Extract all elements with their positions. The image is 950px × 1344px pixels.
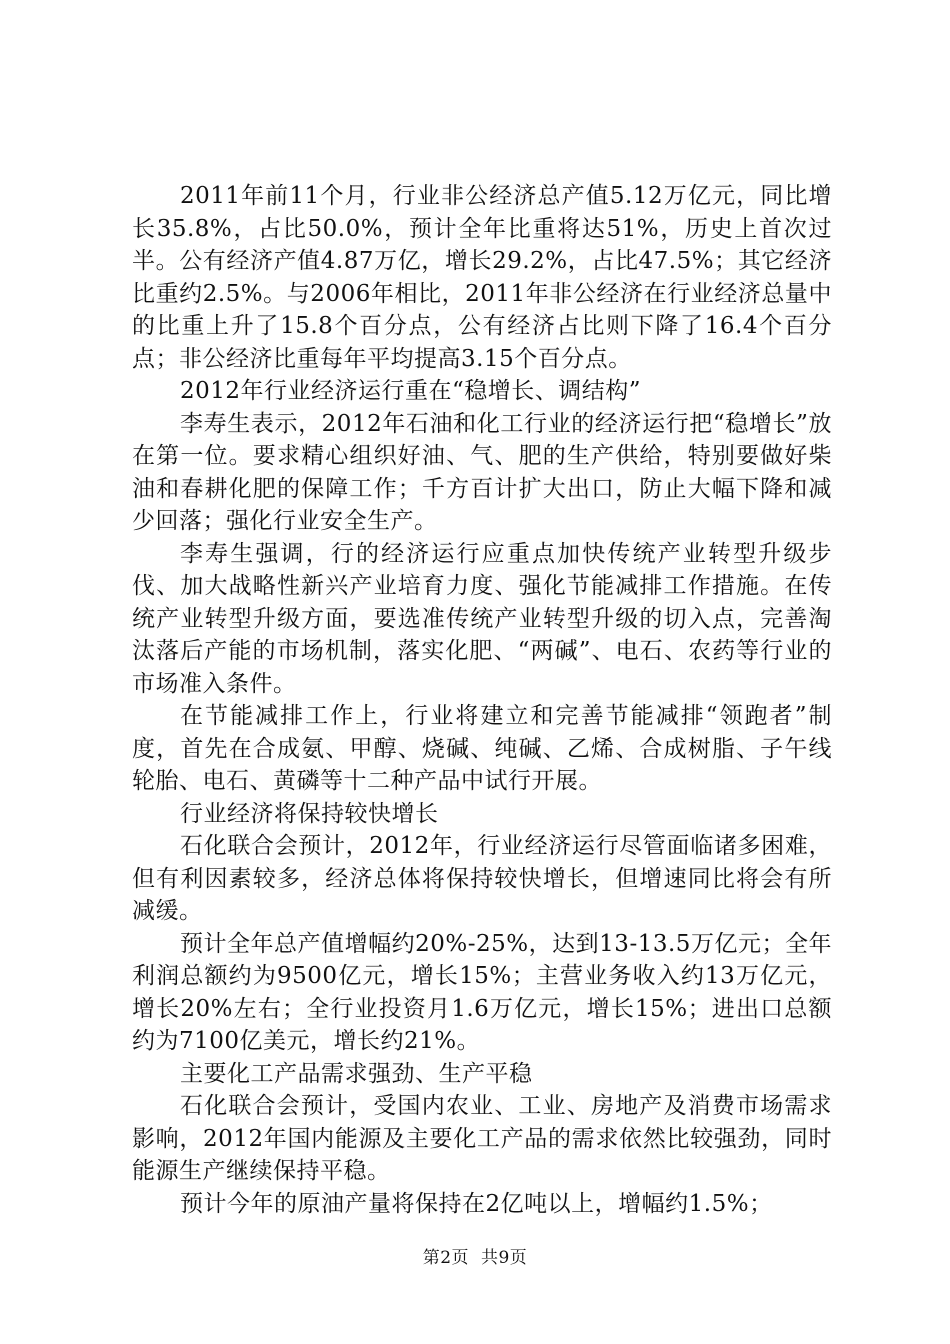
- paragraph: 在节能减排工作上，行业将建立和完善节能减排“领跑者”制度，首先在合成氨、甲醇、烧碱、纯碱、乙烯、合成树脂、子午线轮胎、电石、黄磷等十二种产品中试行开展。: [132, 703, 832, 794]
- paragraph: 2011年前11个月，行业非公经济总产值5.12万亿元，同比增长35.8%，占比50.0%，预计全年比重将达51%，历史上首次过半。公有经济产值4.87万亿，增长29.2%，占比47.5%；其它经济比重约2.5%。与2006年相比，2011年非公经济在行业经济总量中的比重上升了15.8个百分点，公有经济占比则下降了16.4个百分点；非公经济比重每年平均提高3.15个百分点。: [132, 183, 832, 372]
- section-heading: 行业经济将保持较快增长: [180, 800, 439, 827]
- paragraph: 预计全年总产值增幅约20%-25%，达到13-13.5万亿元；全年利润总额约为9500亿元，增长15%；主营业务收入约13万亿元，增长20%左右；全行业投资月1.6万亿元，增长15%；进出口总额约为7100亿美元，增长约21%。: [132, 930, 832, 1054]
- section-heading: 主要化工产品需求强劲、生产平稳: [180, 1060, 533, 1087]
- paragraph: 李寿生表示，2012年石油和化工行业的经济运行把“稳增长”放在第一位。要求精心组织好油、气、肥的生产供给，特别要做好柴油和春耕化肥的保障工作；千方百计扩大出口，防止大幅下降和减少回落；强化行业安全生产。: [132, 410, 832, 534]
- page-number: 第2页: [422, 1248, 470, 1268]
- document-body: [132, 180, 832, 1220]
- paragraph: 预计今年的原油产量将保持在2亿吨以上，增幅约1.5%；: [180, 1190, 773, 1217]
- paragraph: 石化联合会预计，2012年，行业经济运行尽管面临诸多困难，但有利因素较多，经济总体将保持较快增长，但增速同比将会有所减缓。: [132, 833, 832, 924]
- paragraph: 李寿生强调，行的经济运行应重点加快传统产业转型升级步伐、加大战略性新兴产业培育力度、强化节能减排工作措施。在传统产业转型升级方面，要选准传统产业转型升级的切入点，完善淘汰落后产能的市场机制，落实化肥、“两碱”、电石、农药等行业的市场准入条件。: [132, 540, 832, 697]
- section-heading: 2012年行业经济运行重在“稳增长、调结构”: [180, 378, 642, 404]
- paragraph: 石化联合会预计，受国内农业、工业、房地产及消费市场需求影响，2012年国内能源及主要化工产品的需求依然比较强劲，同时能源生产继续保持平稳。: [132, 1093, 832, 1184]
- page-total: 共9页: [480, 1248, 528, 1268]
- page-footer: [0, 1243, 950, 1268]
